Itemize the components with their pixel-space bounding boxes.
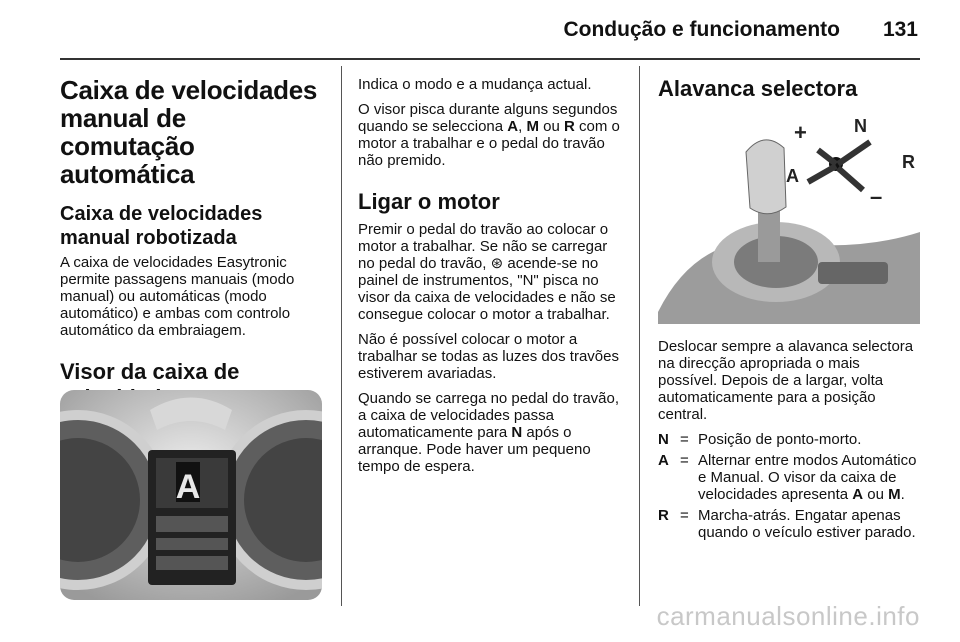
header-title: Condução e funcionamento xyxy=(563,18,840,41)
instrument-cluster-image xyxy=(60,390,322,600)
lever-label-plus: + xyxy=(794,120,807,145)
subsection-title: Alavanca selectora xyxy=(658,76,858,101)
column-3 xyxy=(658,66,922,108)
subsection-title: Visor da caixa de xyxy=(60,359,240,384)
paragraph: O visor pisca durante alguns segundos quando se selecciona A, M ou R com o motor a trabalhar e o pedal do travão não premido. xyxy=(358,101,620,169)
column-2 xyxy=(358,66,628,483)
paragraph: Quando se carrega no pedal do travão, a caixa de velocidades passa automaticamente para N após o arranque. Pode haver um pequeno tempo de espera. xyxy=(358,390,620,475)
paragraph: Deslocar sempre a alavanca selectora na direcção apropriada o mais possível. Depois de a largar, volta automaticamente para a posição central. xyxy=(658,338,914,423)
page-number: 131 xyxy=(882,18,918,41)
lever-label-n: N xyxy=(854,116,867,136)
column-divider xyxy=(639,66,640,606)
subsection-title: Caixa de velocidades manual robotizada xyxy=(60,203,263,249)
column-divider xyxy=(341,66,342,606)
column-3-text xyxy=(658,338,922,545)
display-gear-letter: A xyxy=(175,468,201,506)
definition-row: N = Posição de ponto-morto. xyxy=(658,431,862,448)
brake-warning-icon: ⊛ xyxy=(490,255,504,272)
definition-row: R = Marcha-atrás. Engatar apenas quando o veículo estiver parado. xyxy=(658,507,916,541)
column-1 xyxy=(60,66,322,417)
paragraph: Não é possível colocar o motor a trabalhar se todas as luzes dos travões estiverem avariadas. xyxy=(358,331,619,382)
header-rule xyxy=(60,58,920,60)
subsection-title: Ligar o motor xyxy=(358,189,500,214)
paragraph: Indica o modo e a mudança actual. xyxy=(358,76,592,93)
paragraph: Premir o pedal do travão ao colocar o motor a trabalhar. Se não se carregar no pedal do travão, ⊛ acende-se no painel de instrumentos, "N" pisca no visor da caixa de velocidades e não se consegue colocar o motor a trabalhar. xyxy=(358,221,616,323)
selector-lever-image xyxy=(658,112,920,324)
definition-row: A = Alternar entre modos Automático e Manual. O visor da caixa de velocidades apresenta A ou M. xyxy=(658,452,917,503)
lever-label-a: A xyxy=(786,166,799,186)
section-title: Caixa de velocidades manual de comutação automática xyxy=(60,75,318,189)
lever-label-r: R xyxy=(902,152,915,172)
paragraph: A caixa de velocidades Easytronic permite passagens manuais (modo manual) ou automáticas (modo automático) e ambas com controlo automático da embraiagem. xyxy=(60,254,295,339)
lever-label-minus: – xyxy=(870,184,883,209)
watermark: carmanualsonline.info xyxy=(656,601,920,631)
